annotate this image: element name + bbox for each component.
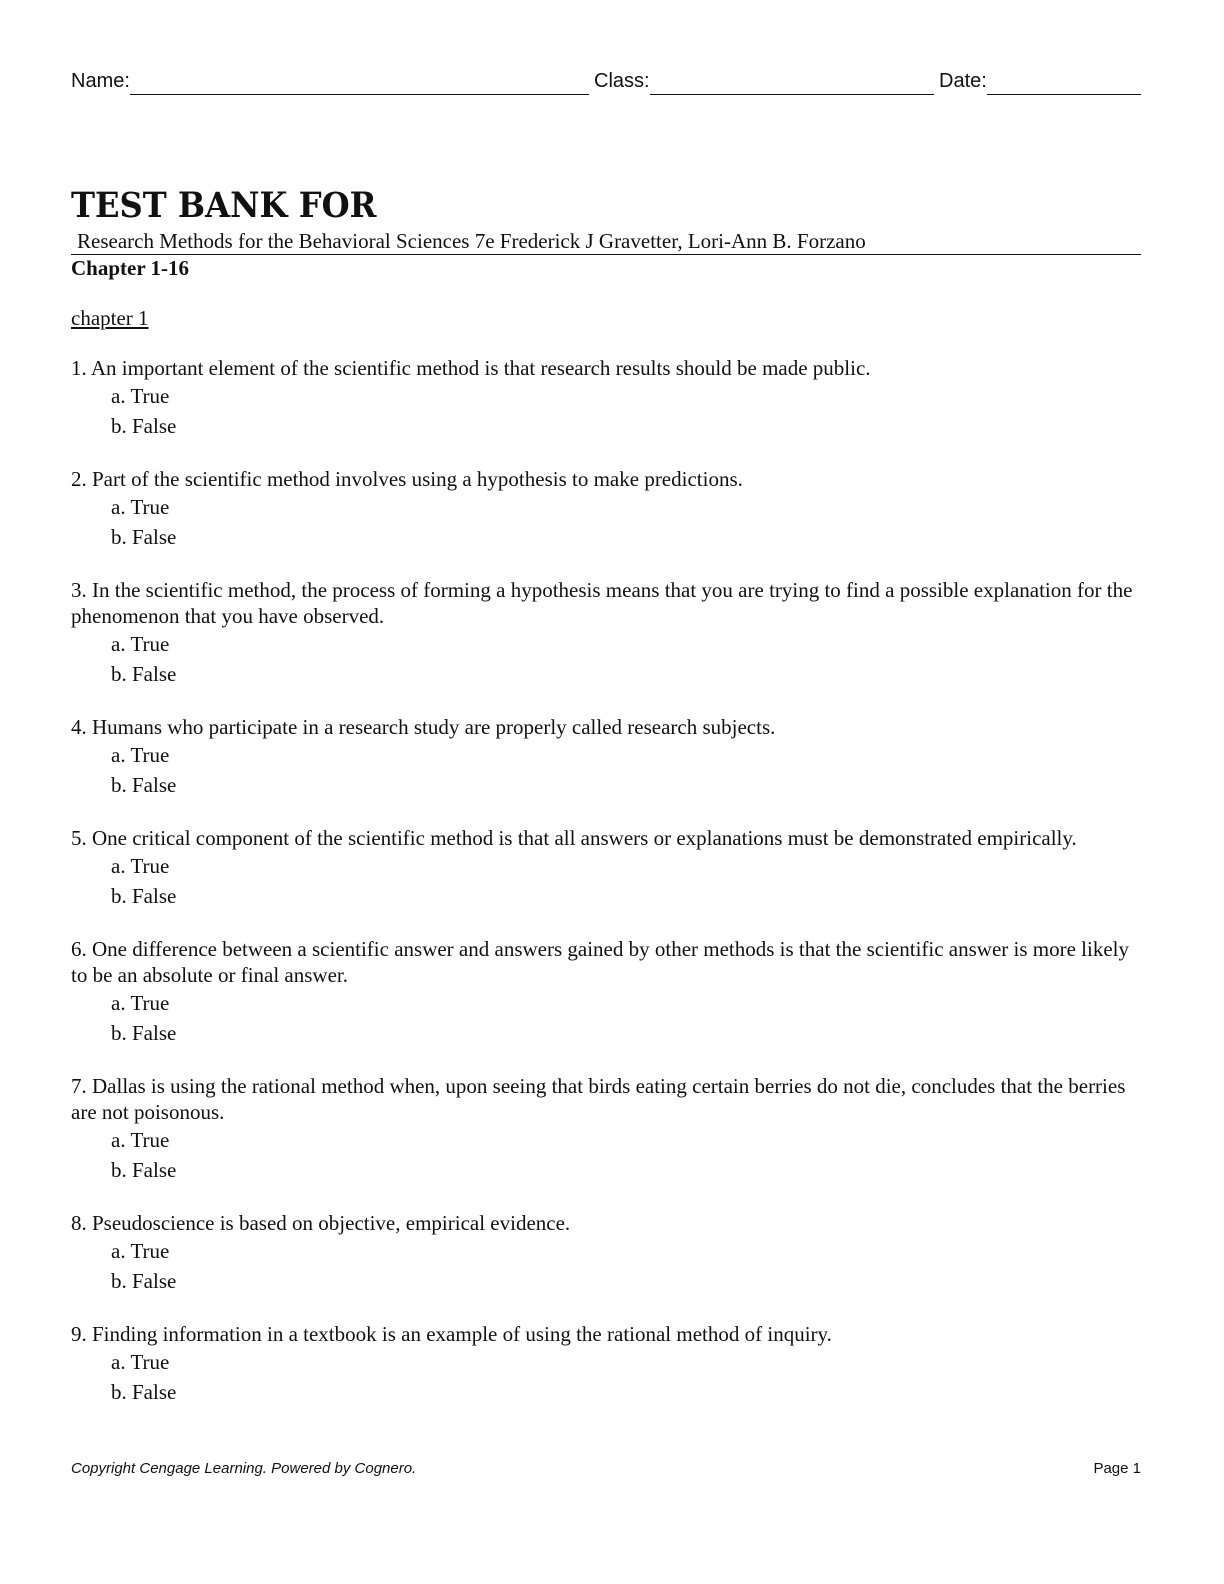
question-text: 3. In the scientific method, the process of forming a hypothesis means that you are trying to find a possible explanation for the phenomenon that you have observed. — [71, 578, 1133, 628]
question-list — [71, 355, 1143, 1432]
question-item — [71, 1321, 1143, 1407]
question-text: 4. Humans who participate in a research study are properly called research subjects. — [71, 715, 776, 739]
section-label: chapter 1 — [71, 306, 149, 330]
answer-option: a. True — [111, 495, 170, 519]
header-fields — [71, 70, 1141, 98]
answer-option: b. False — [111, 662, 177, 686]
question-text: 5. One critical component of the scientific method is that all answers or explanations must be demonstrated empirically. — [71, 826, 1077, 850]
question-item — [71, 1073, 1143, 1185]
question-item — [71, 466, 1143, 552]
answer-option: b. False — [111, 1269, 177, 1293]
answer-option: a. True — [111, 991, 170, 1015]
question-item — [71, 355, 1143, 441]
answer-option: b. False — [111, 773, 177, 797]
answer-option: b. False — [111, 525, 177, 549]
answer-option: b. False — [111, 1021, 177, 1045]
name-label: Name: — [71, 70, 130, 92]
answer-option: a. True — [111, 1239, 170, 1263]
question-item — [71, 714, 1143, 800]
answer-option: b. False — [111, 1380, 177, 1404]
footer-copyright: Copyright Cengage Learning. Powered by Cognero. — [71, 1460, 417, 1477]
chapter-range: Chapter 1-16 — [71, 256, 190, 280]
name-field[interactable] — [130, 94, 589, 95]
title-block — [71, 186, 1141, 281]
class-field[interactable] — [650, 94, 934, 95]
question-text: 8. Pseudoscience is based on objective, empirical evidence. — [71, 1211, 571, 1235]
answer-option: b. False — [111, 414, 177, 438]
question-text: 2. Part of the scientific method involves using a hypothesis to make predictions. — [71, 467, 743, 491]
answer-option: b. False — [111, 884, 177, 908]
class-label: Class: — [594, 70, 650, 92]
question-text: 6. One difference between a scientific answer and answers gained by other methods is that the scientific answer is more likely to be an absolute or final answer. — [71, 937, 1129, 987]
question-item — [71, 825, 1143, 911]
question-text: 1. An important element of the scientific method is that research results should be made public. — [71, 356, 871, 380]
answer-option: a. True — [111, 1128, 170, 1152]
answer-option: b. False — [111, 1158, 177, 1182]
answer-option: a. True — [111, 632, 170, 656]
question-item — [71, 577, 1143, 689]
answer-option: a. True — [111, 1350, 170, 1374]
question-text: 7. Dallas is using the rational method when, upon seeing that birds eating certain berries do not die, concludes that the berries are not poisonous. — [71, 1074, 1126, 1124]
page-number: Page 1 — [1093, 1460, 1141, 1477]
question-item — [71, 936, 1143, 1048]
answer-option: a. True — [111, 854, 170, 878]
book-subtitle: Research Methods for the Behavioral Sciences 7e Frederick J Gravetter, Lori-Ann B. Forzano — [71, 228, 1141, 255]
date-field[interactable] — [987, 94, 1141, 95]
answer-option: a. True — [111, 384, 170, 408]
question-item — [71, 1210, 1143, 1296]
date-label: Date: — [939, 70, 987, 92]
question-text: 9. Finding information in a textbook is an example of using the rational method of inquiry. — [71, 1322, 832, 1346]
test-bank-title: TEST BANK FOR — [71, 185, 377, 226]
answer-option: a. True — [111, 743, 170, 767]
